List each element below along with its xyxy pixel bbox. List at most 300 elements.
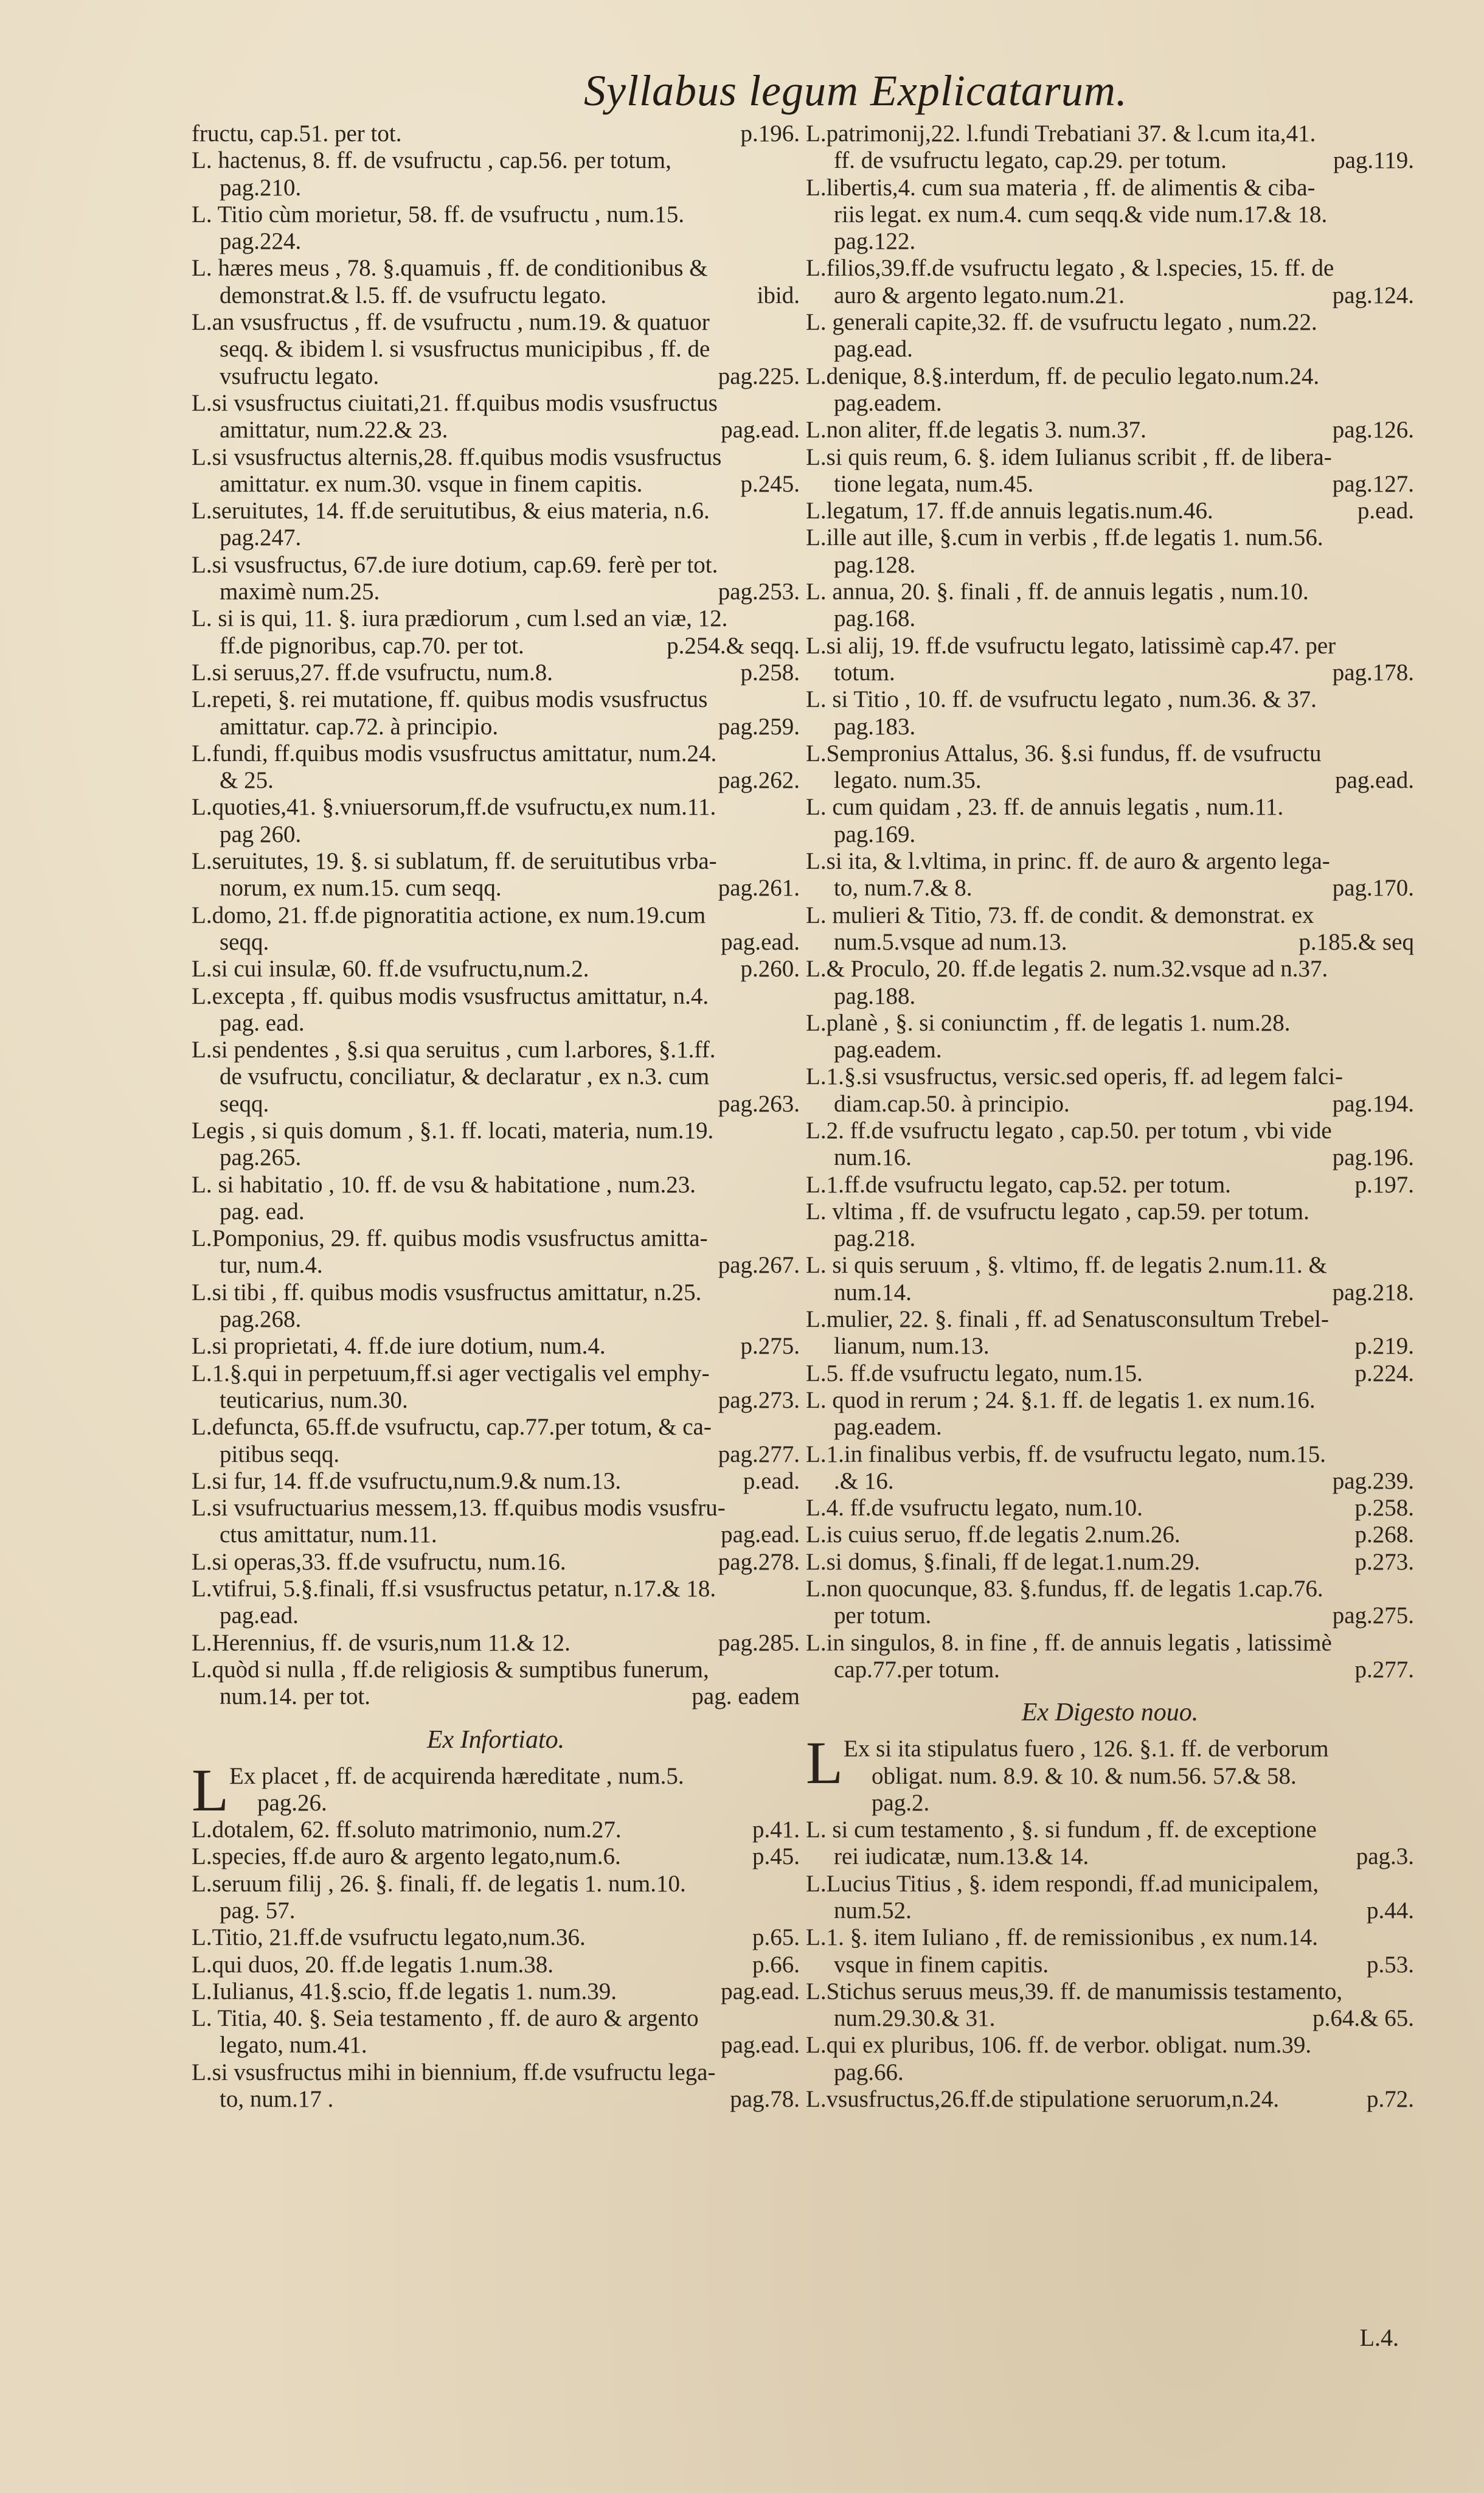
entry-text: to, num.17 . bbox=[220, 2086, 334, 2113]
left-entry-list-2 bbox=[192, 1817, 800, 2113]
entry-text: L.qui ex pluribus, 106. ff. de verbor. obligat. num.39. bbox=[806, 2032, 1312, 2059]
entry-text: seqq. & ibidem l. si vsusfructus municipibus , ff. de bbox=[220, 336, 710, 363]
index-entry bbox=[192, 1978, 800, 2005]
entry-text: tur, num.4. bbox=[220, 1252, 323, 1279]
index-entry bbox=[806, 1252, 1414, 1306]
entry-text: amittatur. ex num.30. vsque in finem capitis. bbox=[220, 470, 643, 497]
entry-line bbox=[806, 1144, 1414, 1171]
entry-text: num.5.vsque ad num.13. bbox=[834, 928, 1067, 955]
entry-text: L.Herennius, ff. de vsuris,num 11.& 12. bbox=[192, 1629, 570, 1656]
page-reference: p.260. bbox=[740, 956, 800, 982]
entry-line bbox=[192, 1387, 800, 1414]
entry-text: L.si vsusfructus, 67.de iure dotium, cap.69. ferè per tot. bbox=[192, 551, 718, 578]
entry-line bbox=[192, 1978, 800, 2005]
index-entry bbox=[806, 579, 1414, 633]
entry-line bbox=[192, 444, 800, 471]
page-reference: pag.239. bbox=[1332, 1467, 1414, 1494]
entry-text: pag.ead. bbox=[834, 336, 913, 363]
index-entry bbox=[806, 1387, 1414, 1441]
entry-line bbox=[229, 1790, 800, 1817]
entry-line bbox=[192, 1172, 800, 1198]
entry-line bbox=[806, 1657, 1414, 1683]
index-entry bbox=[806, 794, 1414, 848]
entry-line bbox=[192, 336, 800, 363]
entry-line bbox=[192, 1602, 800, 1629]
entry-text: L.5. ff.de vsufructu legato, num.15. bbox=[806, 1360, 1143, 1386]
index-entry bbox=[192, 309, 800, 390]
entry-text: L. si Titio , 10. ff. de vsufructu legato , num.36. & 37. bbox=[806, 686, 1317, 713]
index-entry bbox=[806, 1521, 1414, 1548]
entry-line bbox=[192, 1924, 800, 1951]
index-entry bbox=[806, 1549, 1414, 1576]
entry-text: L. Titia, 40. §. Seia testamento , ff. de auro & argento bbox=[192, 2005, 699, 2032]
entry-line bbox=[806, 1225, 1414, 1252]
index-entry bbox=[806, 524, 1414, 579]
entry-text: pag.122. bbox=[834, 228, 916, 255]
entry-text: L.si alij, 19. ff.de vsufructu legato, latissimè cap.47. per bbox=[806, 632, 1336, 659]
index-entry bbox=[192, 2059, 800, 2113]
page-reference: p.224. bbox=[1354, 1360, 1414, 1386]
entry-text: L. annua, 20. §. finali , ff. de annuis legatis , num.10. bbox=[806, 579, 1309, 605]
left-entry-list bbox=[192, 120, 800, 1711]
entry-text: cap.77.per totum. bbox=[834, 1656, 1000, 1683]
entry-text: tione legata, num.45. bbox=[834, 470, 1034, 497]
index-entry bbox=[192, 201, 800, 256]
entry-text: L. hactenus, 8. ff. de vsufructu , cap.56. per totum, bbox=[192, 147, 671, 174]
index-entry bbox=[192, 740, 800, 794]
entry-text: L.denique, 8.§.interdum, ff. de peculio legato.num.24. bbox=[806, 363, 1320, 389]
entry-text: L.si vsusfructus mihi in biennium, ff.de vsufructu lega- bbox=[192, 2059, 716, 2085]
entry-text: diam.cap.50. à principio. bbox=[834, 1090, 1070, 1117]
page-reference: pag.277. bbox=[718, 1441, 800, 1467]
entry-line bbox=[192, 363, 800, 390]
entry-text: pitibus seqq. bbox=[220, 1441, 340, 1467]
index-entry bbox=[806, 1010, 1414, 1064]
entry-text: L.si vsusfructus ciuitati,21. ff.quibus modis vsusfructus bbox=[192, 389, 718, 416]
entry-text: vsque in finem capitis. bbox=[834, 1951, 1049, 1978]
entry-line bbox=[192, 1630, 800, 1657]
page-reference: p.258. bbox=[1354, 1495, 1414, 1521]
entry-line bbox=[192, 1037, 800, 1063]
entry-text: L.repeti, §. rei mutatione, ff. quibus modis vsusfructus bbox=[192, 686, 708, 713]
entry-line bbox=[192, 1843, 800, 1870]
page-reference: pag.126. bbox=[1332, 417, 1414, 443]
entry-text: L.quoties,41. §.vniuersorum,ff.de vsufructu,ex num.11. bbox=[192, 794, 716, 821]
entry-line bbox=[192, 552, 800, 579]
entry-text: pag.168. bbox=[834, 605, 916, 632]
entry-text: L.si tibi , ff. quibus modis vsusfructus amittatur, n.25. bbox=[192, 1279, 702, 1306]
entry-text: legato. num.35. bbox=[834, 767, 982, 794]
page-reference: pag.225. bbox=[718, 363, 800, 389]
entry-line bbox=[806, 1843, 1414, 1870]
entry-line bbox=[192, 1414, 800, 1441]
page-reference: pag.ead. bbox=[1335, 767, 1414, 794]
entry-line bbox=[192, 1871, 800, 1897]
entry-line bbox=[806, 1306, 1414, 1333]
page-reference: p.245. bbox=[740, 470, 800, 497]
page-reference: pag.261. bbox=[718, 875, 800, 902]
index-entry bbox=[192, 1037, 800, 1118]
entry-text: pag 260. bbox=[220, 821, 302, 847]
index-entry bbox=[192, 1952, 800, 1978]
index-entry bbox=[192, 1817, 800, 1843]
index-entry bbox=[806, 902, 1414, 956]
index-entry bbox=[806, 1495, 1414, 1521]
index-entry bbox=[192, 848, 800, 902]
page-reference: pag.262. bbox=[718, 767, 800, 794]
entry-line bbox=[192, 794, 800, 821]
entry-text: L.si pendentes , §.si qua seruitus , cum l.arbores, §.1.ff. bbox=[192, 1037, 716, 1063]
entry-text: L.seruitutes, 14. ff.de seruitutibus, & eius materia, n.6. bbox=[192, 498, 710, 524]
entry-text: num.14. bbox=[834, 1279, 912, 1306]
entry-line bbox=[806, 309, 1414, 336]
entry-line bbox=[192, 228, 800, 255]
entry-text: pag.26. bbox=[257, 1789, 327, 1816]
page-reference: p.258. bbox=[740, 659, 800, 686]
right-column bbox=[806, 120, 1414, 2113]
entry-text: ff. de vsufructu legato, cap.29. per totum. bbox=[834, 147, 1227, 174]
entry-line bbox=[806, 821, 1414, 848]
index-entry bbox=[806, 1630, 1414, 1684]
entry-text: per totum. bbox=[834, 1602, 932, 1629]
page-reference: p.65. bbox=[752, 1924, 800, 1951]
entry-line bbox=[806, 1063, 1414, 1090]
entry-line bbox=[192, 1118, 800, 1144]
entry-line bbox=[192, 1657, 800, 1683]
entry-text: demonstrat.& l.5. ff. de vsufructu legato. bbox=[220, 282, 607, 308]
page-reference: pag.267. bbox=[718, 1252, 800, 1279]
entry-line bbox=[806, 1924, 1414, 1951]
entry-line bbox=[192, 1225, 800, 1252]
entry-text: L.patrimonij,22. l.fundi Trebatiani 37. & l.cum ita,41. bbox=[806, 120, 1316, 147]
entry-line bbox=[806, 201, 1414, 228]
entry-text: obligat. num. 8.9. & 10. & num.56. 57.& 58. bbox=[872, 1762, 1297, 1789]
entry-line bbox=[806, 120, 1414, 147]
entry-text: pag.128. bbox=[834, 551, 916, 578]
entry-text: L. si cum testamento , §. si fundum , ff. de exceptione bbox=[806, 1817, 1317, 1843]
index-entry bbox=[806, 175, 1414, 256]
entry-line bbox=[806, 524, 1414, 551]
entry-text: & 25. bbox=[220, 767, 274, 794]
page-reference: pag.ead. bbox=[721, 2032, 800, 2059]
entry-text: L.qui duos, 20. ff.de legatis 1.num.38. bbox=[192, 1951, 554, 1978]
entry-line bbox=[192, 1817, 800, 1843]
entry-line bbox=[192, 1063, 800, 1090]
index-entry bbox=[192, 794, 800, 848]
entry-text: L.si vsusfructus alternis,28. ff.quibus modis vsusfructus bbox=[192, 443, 722, 470]
entry-line bbox=[192, 1576, 800, 1602]
entry-text: L.Lucius Titius , §. idem respondi, ff.ad municipalem, bbox=[806, 1870, 1319, 1897]
page-reference: pag.ead. bbox=[721, 417, 800, 443]
entry-text: L. generali capite,32. ff. de vsufructu legato , num.22. bbox=[806, 309, 1317, 336]
entry-text: L.filios,39.ff.de vsufructu legato , & l.species, 15. ff. de bbox=[806, 255, 1334, 282]
entry-text: L.1.§.qui in perpetuum,ff.si ager vectigalis vel emphy- bbox=[192, 1360, 710, 1386]
index-entry bbox=[806, 363, 1414, 417]
entry-line bbox=[192, 714, 800, 740]
index-entry bbox=[192, 1225, 800, 1279]
index-entry bbox=[806, 1441, 1414, 1495]
entry-line bbox=[806, 740, 1414, 767]
entry-line bbox=[806, 390, 1414, 417]
entry-line bbox=[192, 848, 800, 875]
entry-line bbox=[806, 767, 1414, 794]
entry-text: Legis , si quis domum , §.1. ff. locati, materia, num.19. bbox=[192, 1117, 714, 1144]
entry-text: L.Titio, 21.ff.de vsufructu legato,num.36. bbox=[192, 1924, 586, 1951]
entry-text: L.si proprietati, 4. ff.de iure dotium, num.4. bbox=[192, 1333, 606, 1360]
entry-line bbox=[192, 282, 800, 309]
index-entry bbox=[192, 1630, 800, 1657]
entry-text: ff.de pignoribus, cap.70. per tot. bbox=[220, 632, 524, 659]
index-entry bbox=[192, 686, 800, 740]
entry-line bbox=[806, 1387, 1414, 1414]
entry-line bbox=[192, 686, 800, 713]
entry-line bbox=[806, 1010, 1414, 1037]
entry-line bbox=[192, 1360, 800, 1387]
index-entry bbox=[806, 444, 1414, 498]
entry-text: L.si quis reum, 6. §. idem Iulianus scribit , ff. de libera- bbox=[806, 443, 1332, 470]
index-entry bbox=[806, 1360, 1414, 1387]
entry-text: pag.eadem. bbox=[834, 1414, 942, 1441]
entry-line bbox=[806, 1576, 1414, 1602]
page-reference: pag.273. bbox=[718, 1386, 800, 1413]
entry-line bbox=[806, 1978, 1414, 2005]
page-reference: p.72. bbox=[1367, 2086, 1414, 2113]
entry-text: fructu, cap.51. per tot. bbox=[192, 120, 402, 147]
entry-line bbox=[192, 390, 800, 417]
entry-line bbox=[844, 1736, 1414, 1762]
entry-line bbox=[192, 659, 800, 686]
entry-line bbox=[844, 1763, 1414, 1790]
entry-line bbox=[806, 417, 1414, 443]
entry-line bbox=[806, 794, 1414, 821]
page-reference: p.196. bbox=[740, 120, 800, 147]
index-entry bbox=[806, 1306, 1414, 1360]
entry-line bbox=[192, 1952, 800, 1978]
index-entry bbox=[806, 740, 1414, 794]
entry-text: norum, ex num.15. cum seqq. bbox=[220, 875, 502, 902]
entry-line bbox=[806, 2005, 1414, 2032]
entry-line bbox=[806, 659, 1414, 686]
entry-text: L. si quis seruum , §. vltimo, ff. de legatis 2.num.11. & bbox=[806, 1252, 1327, 1279]
entry-text: pag.218. bbox=[834, 1225, 916, 1252]
entry-line bbox=[192, 767, 800, 794]
entry-line bbox=[806, 929, 1414, 956]
index-entry bbox=[806, 1924, 1414, 1978]
page-reference: pag. eadem bbox=[692, 1683, 800, 1710]
entry-line bbox=[806, 714, 1414, 740]
entry-text: L.vsusfructus,26.ff.de stipulatione seruorum,n.24. bbox=[806, 2086, 1280, 2113]
entry-line bbox=[192, 956, 800, 982]
index-entry bbox=[192, 1657, 800, 1711]
entry-text: pag.268. bbox=[220, 1306, 302, 1333]
entry-line bbox=[806, 2059, 1414, 2086]
page-reference: p.53. bbox=[1367, 1951, 1414, 1978]
entry-text: L. cum quidam , 23. ff. de annuis legatis , num.11. bbox=[806, 794, 1284, 821]
entry-text: de vsufructu, conciliatur, & declaratur , ex n.3. cum bbox=[220, 1063, 710, 1090]
index-entry bbox=[806, 1198, 1414, 1253]
entry-line bbox=[806, 1414, 1414, 1441]
entry-line bbox=[806, 686, 1414, 713]
page-reference: pag.218. bbox=[1332, 1279, 1414, 1306]
page-reference: p.64.& 65. bbox=[1312, 2005, 1414, 2032]
entry-line bbox=[806, 579, 1414, 605]
entry-text: L.defuncta, 65.ff.de vsufructu, cap.77.per totum, & ca- bbox=[192, 1414, 712, 1441]
entry-text: L.non quocunque, 83. §.fundus, ff. de legatis 1.cap.76. bbox=[806, 1576, 1323, 1602]
entry-line bbox=[192, 175, 800, 201]
entry-text: seqq. bbox=[220, 928, 269, 955]
entry-line bbox=[806, 552, 1414, 579]
entry-text: L.si vsufructuarius messem,13. ff.quibus modis vsusfru- bbox=[192, 1495, 726, 1521]
entry-text: pag.247. bbox=[220, 524, 302, 551]
entry-text: L.4. ff.de vsufructu legato, num.10. bbox=[806, 1495, 1143, 1521]
page-reference: pag.194. bbox=[1332, 1090, 1414, 1117]
index-entry bbox=[806, 956, 1414, 1010]
entry-text: Ex si ita stipulatus fuero , 126. §.1. ff. de verborum bbox=[844, 1736, 1329, 1762]
entry-text: to, num.7.& 8. bbox=[834, 875, 973, 902]
index-entry bbox=[192, 659, 800, 686]
entry-text: L.vtifrui, 5.§.finali, ff.si vsusfructus petatur, n.17.& 18. bbox=[192, 1576, 716, 1602]
entry-line bbox=[192, 902, 800, 929]
entry-line bbox=[192, 1549, 800, 1576]
entry-text: L. Titio cùm morietur, 58. ff. de vsufructu , num.15. bbox=[192, 201, 685, 228]
entry-line bbox=[192, 633, 800, 659]
page-reference: p.185.& seq bbox=[1298, 928, 1414, 955]
page-reference: pag.170. bbox=[1332, 875, 1414, 902]
entry-text: .& 16. bbox=[834, 1467, 894, 1494]
page-reference: p.277. bbox=[1354, 1656, 1414, 1683]
index-entry bbox=[192, 1468, 800, 1495]
entry-text: L.si cui insulæ, 60. ff.de vsufructu,num.2. bbox=[192, 956, 589, 982]
entry-text: pag.ead. bbox=[220, 1602, 299, 1629]
entry-line bbox=[806, 1333, 1414, 1360]
page-reference: pag.ead. bbox=[721, 1521, 800, 1548]
entry-line bbox=[806, 1279, 1414, 1306]
entry-line bbox=[192, 2086, 800, 2113]
entry-text: rei iudicatæ, num.13.& 14. bbox=[834, 1843, 1089, 1870]
entry-line bbox=[806, 1897, 1414, 1924]
page-reference: pag.78. bbox=[730, 2086, 800, 2113]
entry-text: pag. 57. bbox=[220, 1897, 296, 1924]
index-entry bbox=[192, 390, 800, 444]
index-entry bbox=[192, 120, 800, 147]
entry-text: L.excepta , ff. quibus modis vsusfructus amittatur, n.4. bbox=[192, 982, 709, 1009]
entry-text: L.Sempronius Attalus, 36. §.si fundus, ff. de vsufructu bbox=[806, 740, 1322, 767]
entry-line bbox=[192, 983, 800, 1010]
entry-line bbox=[192, 120, 800, 147]
entry-text: pag.183. bbox=[834, 713, 916, 740]
index-entry bbox=[806, 2032, 1414, 2086]
entry-text: L.non aliter, ff.de legatis 3. num.37. bbox=[806, 417, 1146, 443]
index-entry bbox=[192, 2005, 800, 2059]
entry-line bbox=[806, 175, 1414, 201]
entry-text: L.domo, 21. ff.de pignoratitia actione, ex num.19.cum bbox=[192, 902, 706, 928]
entry-line bbox=[192, 1521, 800, 1548]
page-reference: pag.278. bbox=[718, 1548, 800, 1575]
entry-text: Ex placet , ff. de acquirenda hæreditate , num.5. bbox=[229, 1762, 684, 1789]
entry-text: L.legatum, 17. ff.de annuis legatis.num.46. bbox=[806, 498, 1213, 524]
entry-text: L. si is qui, 11. §. iura prædiorum , cum l.sed an viæ, 12. bbox=[192, 605, 728, 632]
page-reference: p.41. bbox=[752, 1817, 800, 1843]
page-reference: pag.259. bbox=[718, 713, 800, 740]
entry-line bbox=[806, 147, 1414, 174]
page-reference: p.ead. bbox=[1357, 498, 1414, 524]
index-entry bbox=[806, 309, 1414, 363]
entry-text: L.seruitutes, 19. §. si sublatum, ff. de seruitutibus vrba- bbox=[192, 848, 717, 875]
page-reference: pag.127. bbox=[1332, 470, 1414, 497]
entry-line bbox=[806, 1252, 1414, 1279]
entry-text: vsufructu legato. bbox=[220, 363, 380, 389]
index-entry bbox=[806, 1817, 1414, 1871]
page-reference: p.ead. bbox=[743, 1467, 800, 1494]
entry-line bbox=[806, 1172, 1414, 1198]
entry-line bbox=[192, 2059, 800, 2086]
entry-line bbox=[806, 1441, 1414, 1468]
entry-line bbox=[806, 228, 1414, 255]
entry-text: lianum, num.13. bbox=[834, 1333, 990, 1360]
entry-text: L. si habitatio , 10. ff. de vsu & habitatione , num.23. bbox=[192, 1171, 696, 1198]
page-reference: pag.285. bbox=[718, 1629, 800, 1656]
entry-text: num.29.30.& 31. bbox=[834, 2005, 996, 2032]
entry-text: L.libertis,4. cum sua materia , ff. de alimentis & ciba- bbox=[806, 174, 1316, 201]
page-reference: p.254.& seqq. bbox=[667, 632, 800, 659]
entry-line bbox=[806, 1521, 1414, 1548]
entry-text: L.1.ff.de vsufructu legato, cap.52. per totum. bbox=[806, 1171, 1231, 1198]
entry-line bbox=[806, 1091, 1414, 1118]
entry-line bbox=[806, 336, 1414, 363]
page-title: Syllabus legum Explicatarum. bbox=[584, 66, 1128, 115]
entry-text: L.planè , §. si coniunctim , ff. de legatis 1. num.28. bbox=[806, 1009, 1291, 1036]
entry-text: pag. ead. bbox=[220, 1009, 305, 1036]
entry-line bbox=[806, 1871, 1414, 1897]
entry-text: L.si fur, 14. ff.de vsufructu,num.9.& num.13. bbox=[192, 1467, 622, 1494]
entry-line bbox=[806, 848, 1414, 875]
drop-cap-entry bbox=[192, 1756, 800, 1824]
section-heading-digesto-nouo: Ex Digesto nouo. bbox=[1021, 1699, 1199, 1727]
catchword: L.4. bbox=[1359, 2324, 1399, 2351]
entry-text: L.1. §. item Iuliano , ff. de remissionibus , ex num.14. bbox=[806, 1924, 1319, 1951]
entry-text: L.in singulos, 8. in fine , ff. de annuis legatis , latissimè bbox=[806, 1629, 1332, 1656]
entry-text: L.is cuius seruo, ff.de legatis 2.num.26. bbox=[806, 1521, 1181, 1548]
entry-line bbox=[806, 875, 1414, 902]
entry-line bbox=[192, 1252, 800, 1279]
entry-line bbox=[844, 1790, 1414, 1817]
entry-line bbox=[806, 1360, 1414, 1387]
page-reference: p.219. bbox=[1354, 1333, 1414, 1360]
entry-line bbox=[192, 1441, 800, 1468]
index-entry bbox=[806, 417, 1414, 443]
entry-line bbox=[806, 471, 1414, 498]
entry-line bbox=[806, 1198, 1414, 1225]
index-entry bbox=[806, 1978, 1414, 2032]
entry-text: pag.188. bbox=[834, 982, 916, 1009]
index-entry bbox=[192, 1871, 800, 1925]
entry-text: riis legat. ex num.4. cum seqq.& vide num.17.& 18. bbox=[834, 201, 1328, 228]
entry-line bbox=[192, 1495, 800, 1521]
index-entry bbox=[806, 120, 1414, 175]
entry-line bbox=[806, 1549, 1414, 1576]
entry-line bbox=[806, 1495, 1414, 1521]
page-reference: p.45. bbox=[752, 1843, 800, 1870]
entry-text: L.si operas,33. ff.de vsufructu, num.16. bbox=[192, 1548, 566, 1575]
entry-text: maximè num.25. bbox=[220, 579, 380, 605]
index-entry bbox=[192, 444, 800, 498]
page-reference: p.268. bbox=[1354, 1521, 1414, 1548]
entry-line bbox=[192, 2005, 800, 2032]
drop-cap-letter: L bbox=[806, 1729, 844, 1797]
entry-line bbox=[806, 498, 1414, 524]
entry-text: pag.eadem. bbox=[834, 389, 942, 416]
index-entry bbox=[806, 255, 1414, 309]
